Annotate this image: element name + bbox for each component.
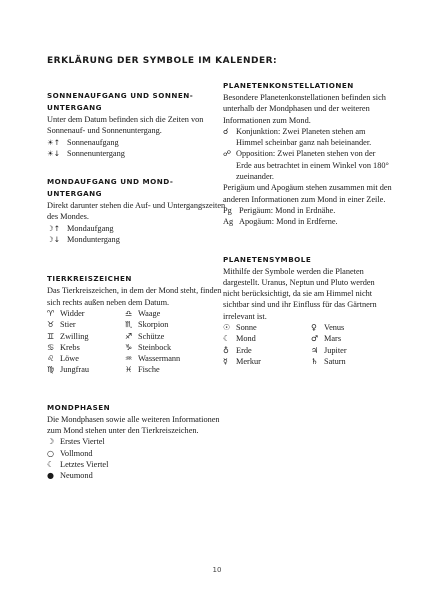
phase-label: Neumond: [60, 471, 93, 481]
opposition-icon: ☍: [223, 149, 232, 159]
planet-label: Merkur: [236, 356, 261, 366]
perigee-abbr: Pg: [223, 205, 232, 215]
phase-label: Letztes Viertel: [60, 459, 109, 469]
zodiac-item: [47, 308, 125, 319]
zodiac-item: [47, 353, 125, 364]
gemini-icon: ♊: [47, 331, 55, 341]
last-quarter-icon: ☾: [47, 459, 55, 469]
moonrise-icon: ☽↑: [47, 223, 61, 233]
new-moon-icon: ●: [47, 471, 54, 481]
zodiac-label: Zwilling: [60, 331, 89, 341]
right-column: [223, 80, 393, 367]
virgo-icon: ♍: [47, 365, 55, 375]
constellations-section-title: PLANETENKONSTELLATIONEN: [223, 81, 354, 90]
sun-icon: ☉: [223, 323, 231, 333]
jupiter-icon: ♃: [311, 345, 319, 355]
zodiac-label: Widder: [60, 308, 85, 318]
planet-label: Saturn: [324, 356, 346, 366]
zodiac-item: [47, 319, 125, 330]
libra-icon: ♎: [125, 308, 133, 318]
planet-label: Mond: [236, 334, 256, 344]
planets-section-text: Mithilfe der Symbole werden die Planeten dargestellt. Uranus, Neptun und Pluto werden nicht berücksichtigt, da sie am Himmel nicht sichtbar sind und ihr Einfluss für das Gärtnern irrelevant ist.: [223, 266, 377, 321]
planet-item: [311, 333, 391, 344]
zodiac-item: [125, 364, 215, 375]
planet-list: [223, 322, 393, 367]
zodiac-list: [47, 308, 229, 376]
pisces-icon: ♓: [125, 365, 133, 375]
zodiac-item: [47, 342, 125, 353]
planet-label: Jupiter: [324, 345, 347, 355]
page-number: 10: [212, 566, 222, 574]
moon-section-text: Direkt darunter stehen die Auf- und Untergangszeiten des Mondes.: [47, 201, 226, 222]
planet-item: [223, 356, 311, 367]
planet-label: Erde: [236, 345, 252, 355]
moon-item: [47, 223, 229, 234]
left-column: [47, 90, 229, 482]
aquarius-icon: ♒: [125, 354, 133, 364]
scorpio-icon: ♏: [125, 320, 133, 330]
mars-icon: ♂: [311, 334, 319, 344]
moon-item: [47, 234, 229, 245]
zodiac-label: Stier: [60, 320, 76, 330]
saturn-icon: ♄: [311, 356, 319, 366]
taurus-icon: ♉: [47, 320, 55, 330]
planet-label: Mars: [324, 334, 342, 344]
zodiac-label: Wassermann: [138, 354, 181, 364]
conjunction-icon: ☌: [223, 126, 229, 136]
sun-item-label: Sonnenaufgang: [67, 137, 119, 147]
constellations-section-text: Besondere Planetenkonstellationen befinden sich unterhalb der Mondphasen und der weiteren Informationen zum Mond.: [223, 93, 386, 125]
sun-section-text: Unter dem Datum befinden sich die Zeiten von Sonnenauf- und Sonnenuntergang.: [47, 115, 204, 136]
zodiac-item: [125, 308, 215, 319]
planet-label: Venus: [324, 323, 345, 333]
zodiac-label: Fische: [138, 365, 160, 375]
apogee-item: [223, 216, 393, 227]
moon-item-label: Mondaufgang: [67, 223, 114, 233]
venus-icon: ♀: [311, 323, 317, 333]
zodiac-label: Schütze: [138, 331, 165, 341]
phases-section-title: MONDPHASEN: [47, 402, 111, 412]
moon-section-title: MONDAUFGANG UND MOND-UNTERGANG: [47, 177, 174, 199]
planet-label: Sonne: [236, 323, 257, 333]
apogee-label: Apogäum: Mond in Erdferne.: [239, 217, 338, 227]
cancer-icon: ♋: [47, 342, 55, 352]
perigee-apogee-text: Perigäum und Apogäum stehen zusammen mit den anderen Informationen zum Mond in einer Zeile.: [223, 183, 392, 204]
conjunction-label: Konjunktion: Zwei Planeten stehen am Himmel scheinbar ganz nah beieinander.: [236, 126, 372, 148]
zodiac-item: [47, 364, 125, 375]
capricorn-icon: ♑: [125, 342, 133, 352]
planet-item: [311, 356, 391, 367]
phase-item: [47, 459, 229, 470]
sun-item: [47, 137, 229, 148]
conjunction-item: [223, 126, 393, 149]
opposition-item: [223, 148, 393, 182]
phase-item: [47, 436, 229, 447]
sunset-icon: ☀↓: [47, 148, 61, 158]
perigee-item: [223, 205, 393, 216]
zodiac-label: Krebs: [60, 342, 80, 352]
earth-icon: ♁: [223, 345, 229, 355]
phase-item: [47, 470, 229, 481]
zodiac-item: [125, 331, 215, 342]
sagittarius-icon: ♐: [125, 331, 133, 341]
sunrise-icon: ☀↑: [47, 137, 61, 147]
perigee-label: Perigäum: Mond in Erdnähe.: [239, 205, 336, 215]
planets-section-title: PLANETENSYMBOLE: [223, 254, 312, 264]
zodiac-label: Steinbock: [138, 342, 172, 352]
apogee-abbr: Ag: [223, 217, 234, 227]
zodiac-label: Skorpion: [138, 320, 169, 330]
sun-item-label: Sonnenuntergang: [67, 148, 125, 158]
zodiac-label: Löwe: [60, 354, 79, 364]
planet-item: [311, 345, 391, 356]
aries-icon: ♈: [47, 308, 55, 318]
zodiac-label: Waage: [138, 308, 161, 318]
phase-item: [47, 448, 229, 459]
planet-item: [223, 345, 311, 356]
zodiac-item: [125, 342, 215, 353]
zodiac-label: Jungfrau: [60, 365, 90, 375]
moon-icon: ☾: [223, 334, 231, 344]
page-heading: ERKLÄRUNG DER SYMBOLE IM KALENDER:: [47, 56, 278, 66]
phase-label: Vollmond: [60, 448, 93, 458]
zodiac-item: [125, 353, 215, 364]
phases-section-text: Die Mondphasen sowie alle weiteren Informationen zum Mond stehen unter den Tierkreiszeichen.: [47, 414, 220, 436]
zodiac-section-title: TIERKREISZEICHEN: [47, 274, 132, 284]
mercury-icon: ☿: [223, 356, 228, 366]
full-moon-icon: ○: [47, 448, 54, 458]
first-quarter-icon: ☽: [47, 437, 55, 447]
opposition-label: Opposition: Zwei Planeten stehen von der Erde aus betrachtet in einem Winkel von 180° zueinander.: [236, 149, 389, 182]
planet-item: [223, 333, 311, 344]
sun-item: [47, 148, 229, 159]
planet-item: [223, 322, 311, 333]
zodiac-item: [125, 319, 215, 330]
moon-item-label: Monduntergang: [67, 235, 120, 245]
moonset-icon: ☽↓: [47, 235, 61, 245]
sun-section-title: SONNENAUFGANG UND SONNEN-UNTERGANG: [47, 91, 194, 112]
planet-item: [311, 322, 391, 333]
zodiac-item: [47, 331, 125, 342]
leo-icon: ♌: [47, 354, 55, 364]
phase-label: Erstes Viertel: [60, 437, 105, 447]
zodiac-section-text: Das Tierkreiszeichen, in dem der Mond steht, finden sich rechts außen neben dem Datum.: [47, 286, 222, 307]
